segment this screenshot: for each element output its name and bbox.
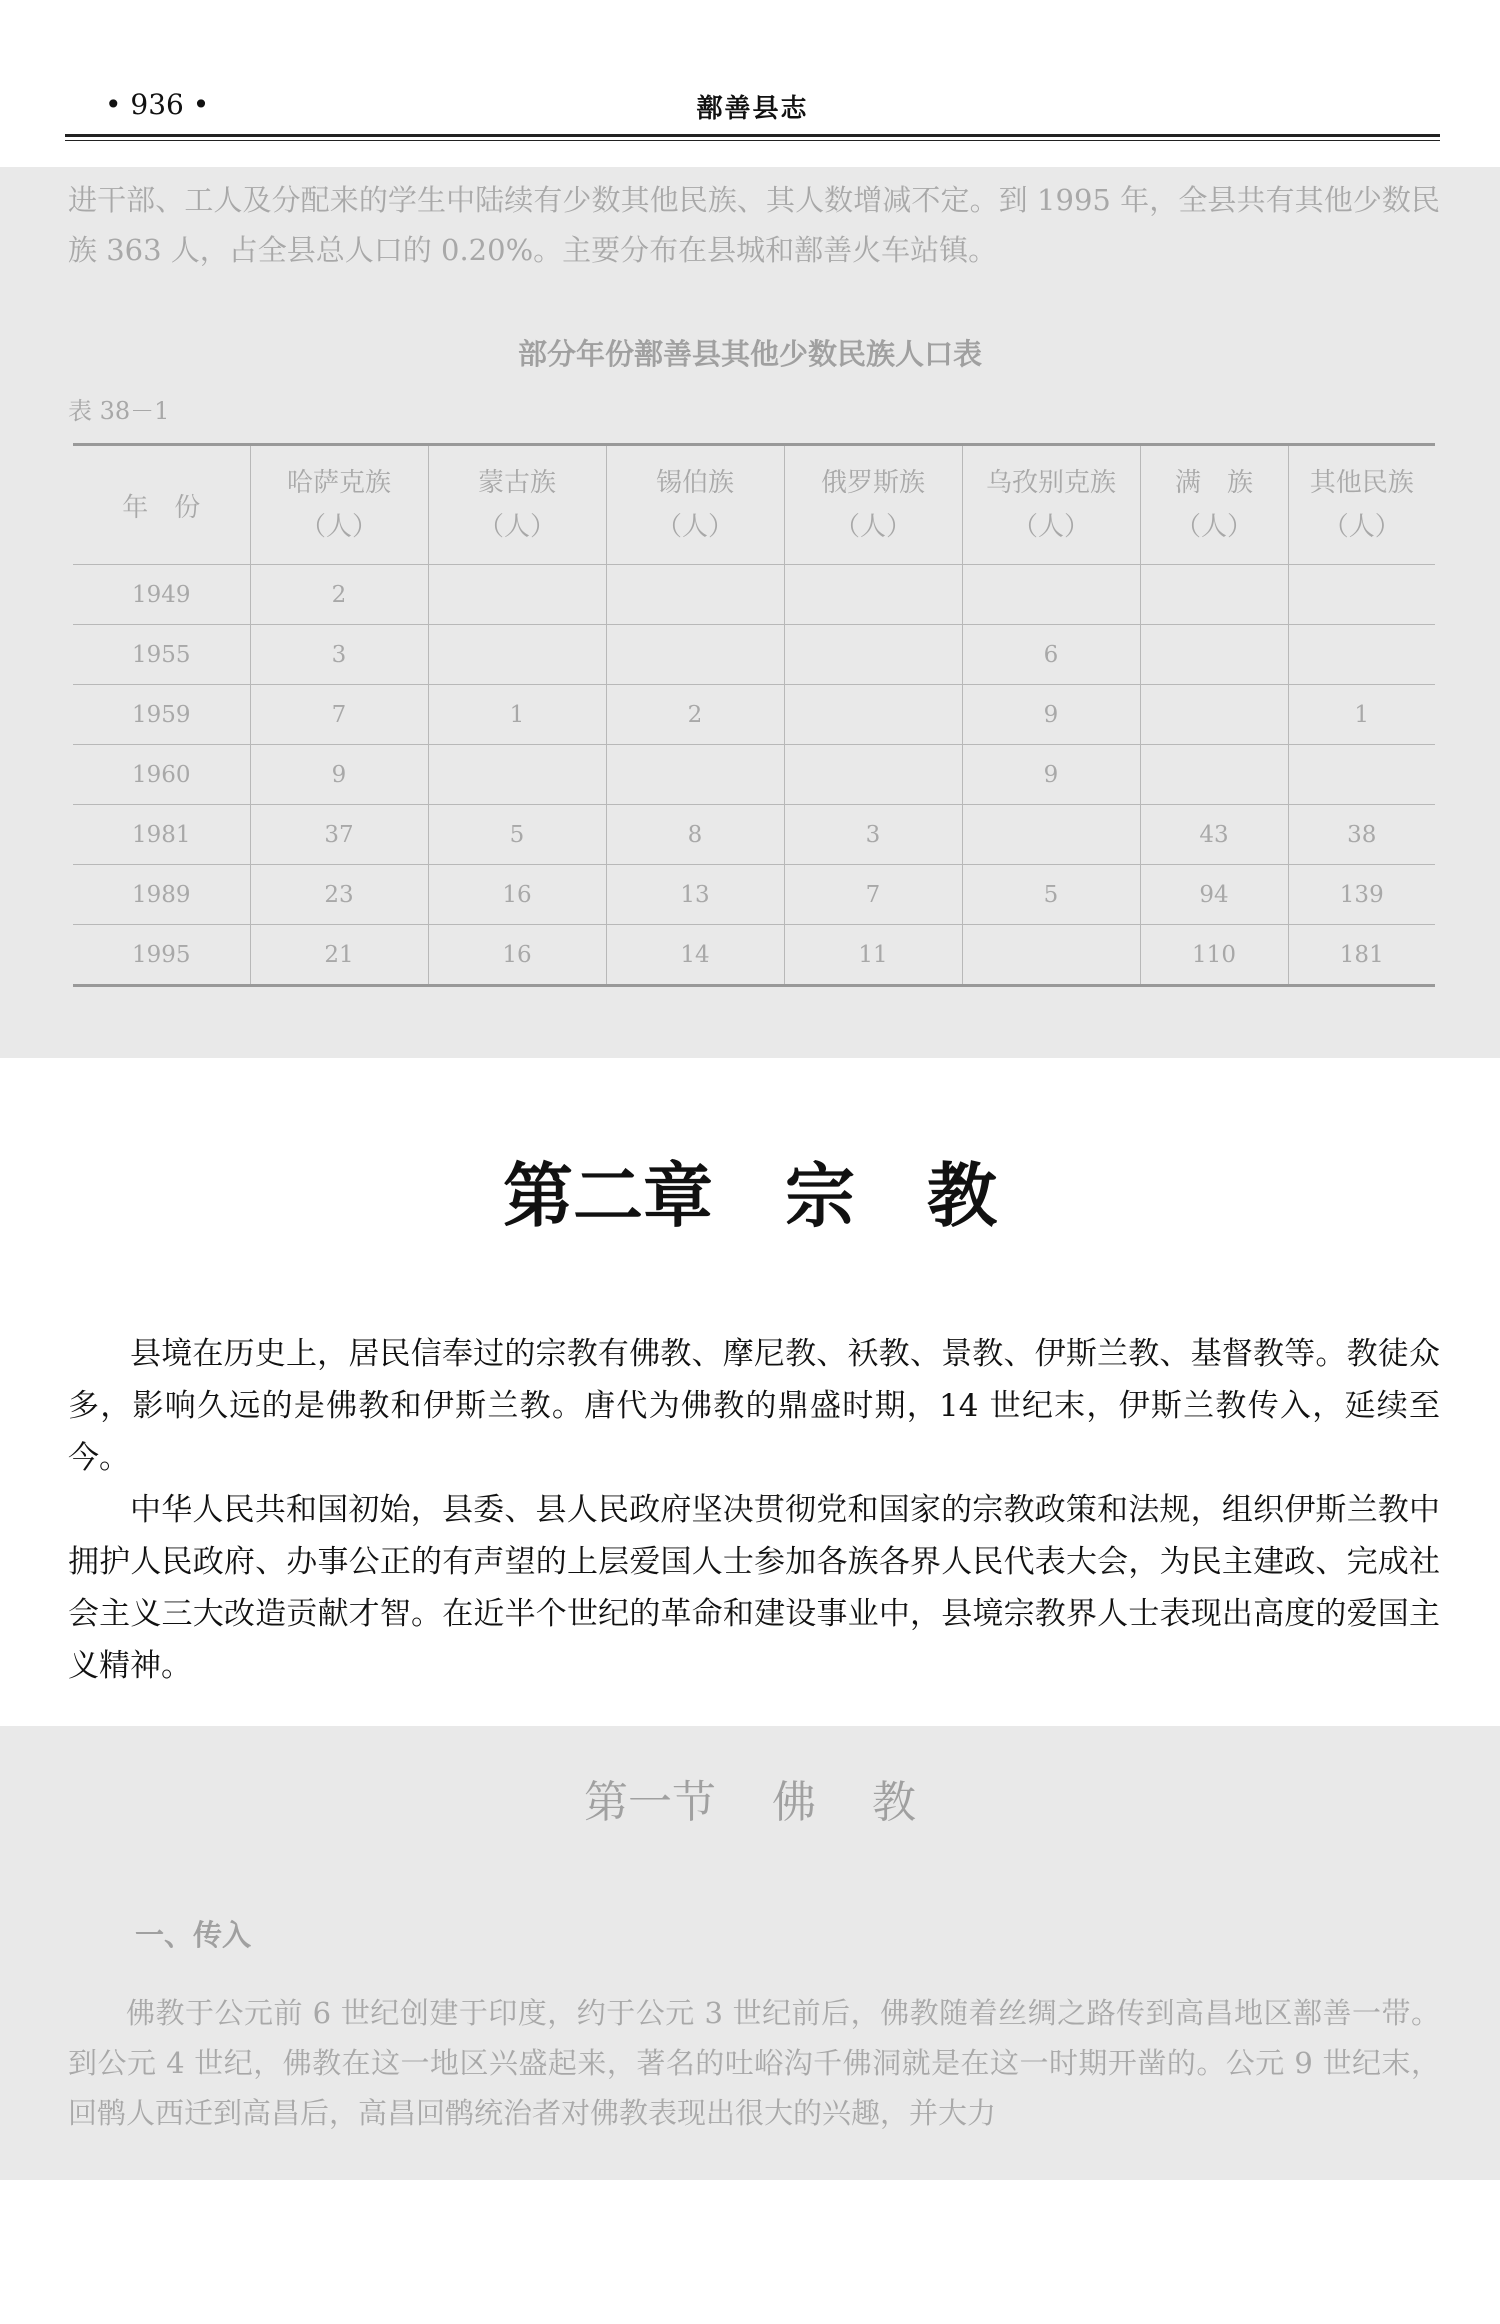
table-cell — [784, 745, 962, 805]
year-cell: 1989 — [73, 865, 250, 925]
column-header: 蒙古族 （人） — [428, 445, 606, 565]
section-title-part: 教 — [872, 1777, 916, 1828]
table-cell: 110 — [1140, 925, 1288, 986]
table-cell: 43 — [1140, 805, 1288, 865]
table-row — [73, 865, 1435, 925]
column-header: 锡伯族 （人） — [606, 445, 784, 565]
top-shaded-region — [0, 167, 1500, 1058]
table-cell: 5 — [428, 805, 606, 865]
table-cell — [962, 925, 1140, 986]
year-cell: 1949 — [73, 565, 250, 625]
column-header: 哈萨克族 （人） — [250, 445, 428, 565]
table-cell — [428, 565, 606, 625]
section-title-part: 第一节 — [584, 1777, 716, 1828]
table-cell — [1288, 625, 1435, 685]
table-cell: 9 — [962, 745, 1140, 805]
book-title: 鄯善县志 — [696, 94, 809, 124]
year-cell: 1995 — [73, 925, 250, 986]
column-header: 俄罗斯族 （人） — [784, 445, 962, 565]
chapter-body — [68, 1328, 1440, 1692]
table-cell: 1 — [428, 685, 606, 745]
table-cell — [784, 685, 962, 745]
table-cell: 23 — [250, 865, 428, 925]
year-header: 年 份 — [73, 445, 250, 565]
table-cell: 37 — [250, 805, 428, 865]
table-cell — [1288, 745, 1435, 805]
table-cell — [1288, 565, 1435, 625]
table-cell: 9 — [962, 685, 1140, 745]
table-cell: 9 — [250, 745, 428, 805]
year-cell: 1960 — [73, 745, 250, 805]
page-header — [65, 88, 1440, 138]
table-cell — [606, 745, 784, 805]
section-title — [0, 1766, 1500, 1830]
table-cell: 3 — [784, 805, 962, 865]
page-number: • 936 • — [105, 88, 210, 121]
bottom-shaded-region — [0, 1726, 1500, 2180]
table-cell: 1 — [1288, 685, 1435, 745]
column-header: 满 族 （人） — [1140, 445, 1288, 565]
table-row — [73, 685, 1435, 745]
table-cell: 2 — [606, 685, 784, 745]
table-cell — [606, 565, 784, 625]
section-paragraph: 佛教于公元前 6 世纪创建于印度，约于公元 3 世纪前后，佛教随着丝绸之路传到高昌地区鄯善一带。到公元 4 世纪，佛教在这一地区兴盛起来，著名的吐峪沟千佛洞就是在这一时期开凿的。公元 9 世纪末，回鹘人西迁到高昌后，高昌回鹘统治者对佛教表现出很大的兴趣，并大力 — [68, 1996, 1440, 2130]
year-cell: 1981 — [73, 805, 250, 865]
column-header: 其他民族 （人） — [1288, 445, 1435, 565]
table-number: 表 38－1 — [68, 397, 170, 425]
table-cell — [428, 625, 606, 685]
table-cell — [1140, 625, 1288, 685]
header-rule-thin — [65, 140, 1440, 141]
table-cell — [1140, 745, 1288, 805]
table-cell — [962, 805, 1140, 865]
chapter-title-part: 教 — [927, 1154, 997, 1237]
table-cell — [784, 625, 962, 685]
table-header-row — [73, 445, 1435, 565]
table-cell: 7 — [250, 685, 428, 745]
population-table — [73, 443, 1435, 987]
table-row — [73, 925, 1435, 986]
table-cell: 38 — [1288, 805, 1435, 865]
table-cell — [784, 565, 962, 625]
header-rule-thick — [65, 134, 1440, 137]
table-cell: 13 — [606, 865, 784, 925]
table-cell — [606, 625, 784, 685]
table-cell — [1140, 565, 1288, 625]
year-cell: 1959 — [73, 685, 250, 745]
column-header: 乌孜别克族 （人） — [962, 445, 1140, 565]
subsection-title: 一、传入 — [135, 1918, 252, 1952]
table-cell: 139 — [1288, 865, 1435, 925]
table-cell: 11 — [784, 925, 962, 986]
section-body — [68, 1988, 1440, 2138]
chapter-paragraph: 中华人民共和国初始，县委、县人民政府坚决贯彻党和国家的宗教政策和法规，组织伊斯兰教中拥护人民政府、办事公正的有声望的上层爱国人士参加各族各界人民代表大会，为民主建政、完成社会主义三大改造贡献才智。在近半个世纪的革命和建设事业中，县境宗教界人士表现出高度的爱国主义精神。 — [68, 1492, 1440, 1684]
table-cell: 8 — [606, 805, 784, 865]
section-title-part: 佛 — [772, 1777, 816, 1828]
table-cell: 16 — [428, 925, 606, 986]
intro-paragraph: 进干部、工人及分配来的学生中陆续有少数其他民族、其人数增减不定。到 1995 年，全县共有其他少数民族 363 人，占全县总人口的 0.20%。主要分布在县城和鄯善火车站镇。 — [68, 183, 1440, 267]
table-cell: 94 — [1140, 865, 1288, 925]
table-cell — [1140, 685, 1288, 745]
table-cell: 2 — [250, 565, 428, 625]
table-cell: 181 — [1288, 925, 1435, 986]
table-cell — [428, 745, 606, 805]
chapter-paragraph: 县境在历史上，居民信奉过的宗教有佛教、摩尼教、袄教、景教、伊斯兰教、基督教等。教徒众多，影响久远的是佛教和伊斯兰教。唐代为佛教的鼎盛时期，14 世纪末，伊斯兰教传入，延续至今。 — [68, 1336, 1440, 1476]
table-cell: 5 — [962, 865, 1140, 925]
table-row — [73, 565, 1435, 625]
chapter-title-part: 宗 — [785, 1154, 855, 1237]
table-cell: 14 — [606, 925, 784, 986]
chapter-title — [0, 1140, 1500, 1241]
table-title: 部分年份鄯善县其他少数民族人口表 — [517, 337, 982, 371]
table-cell: 21 — [250, 925, 428, 986]
chapter-title-part: 第二章 — [503, 1154, 713, 1237]
table-cell — [962, 565, 1140, 625]
table-cell: 3 — [250, 625, 428, 685]
year-cell: 1955 — [73, 625, 250, 685]
table-cell: 16 — [428, 865, 606, 925]
table-row — [73, 625, 1435, 685]
table-cell: 6 — [962, 625, 1140, 685]
table-row — [73, 805, 1435, 865]
table-row — [73, 745, 1435, 805]
table-cell: 7 — [784, 865, 962, 925]
